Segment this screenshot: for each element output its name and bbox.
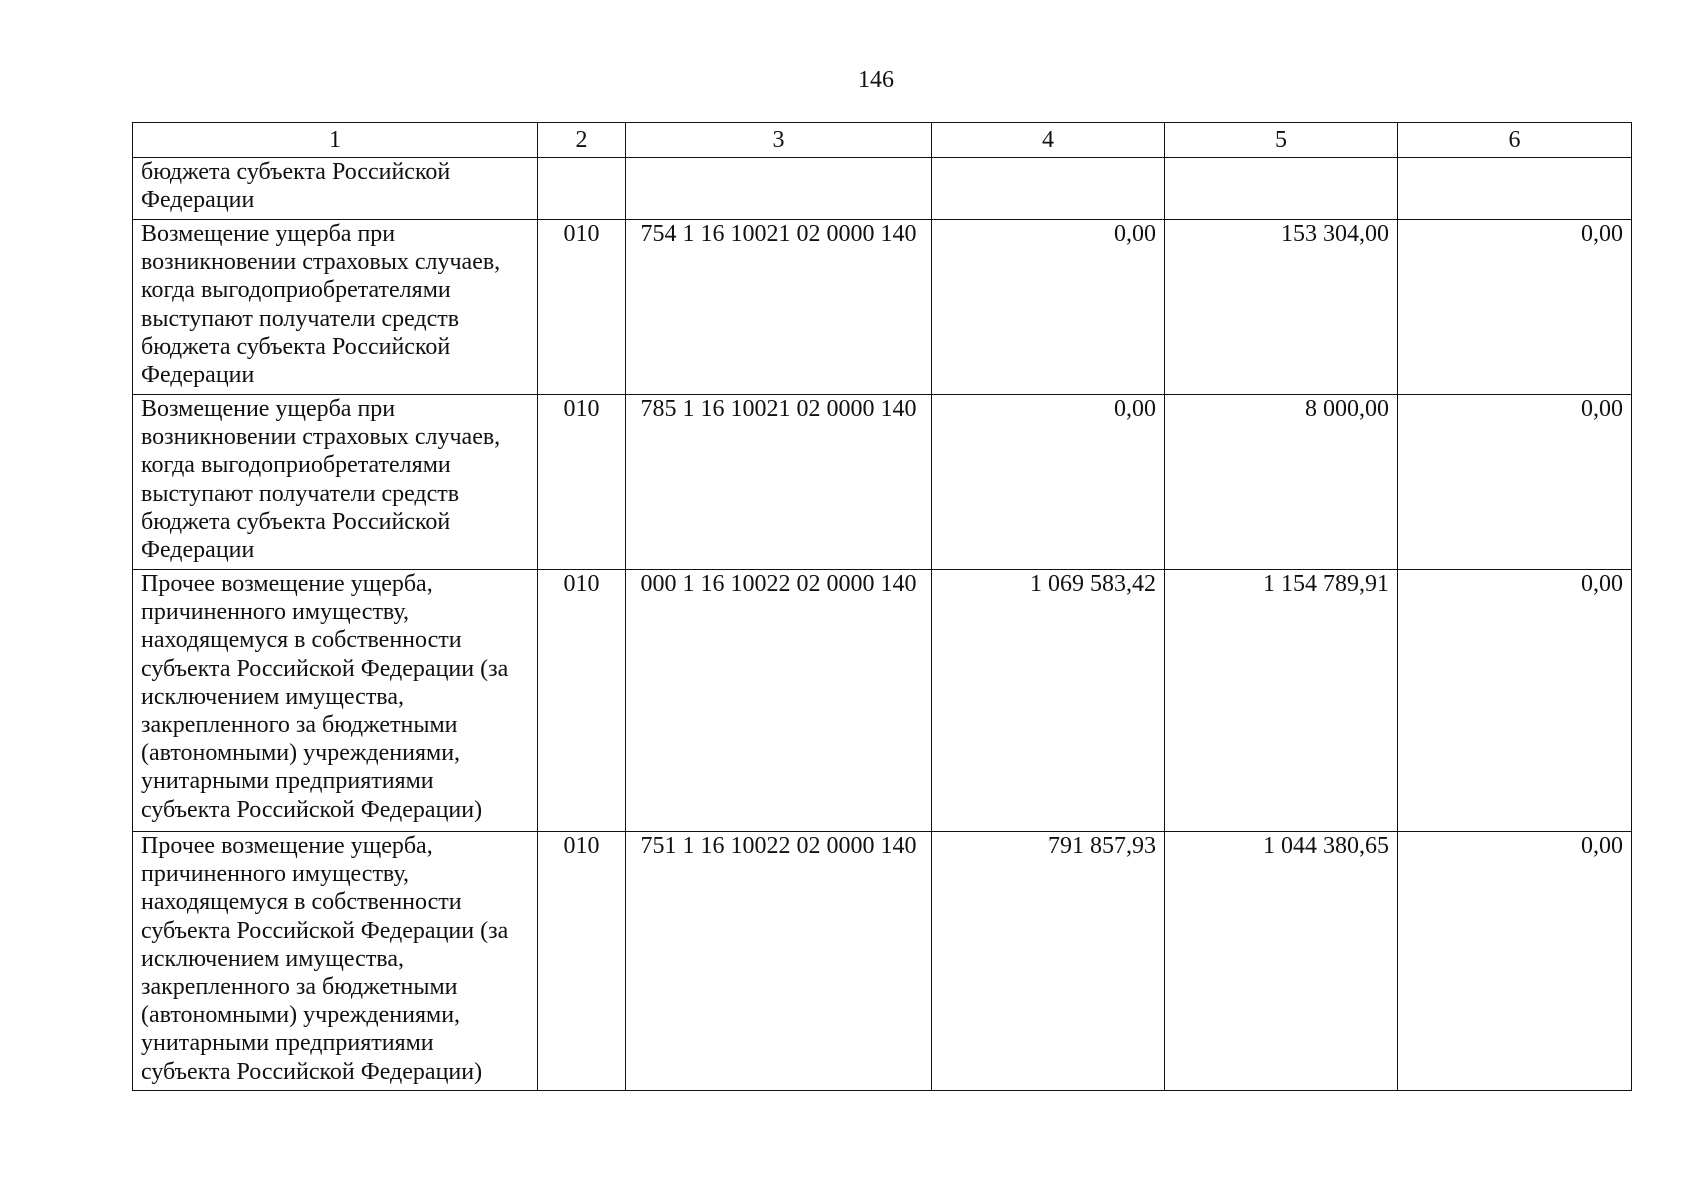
cell-col6: 0,00	[1398, 832, 1632, 1091]
header-col-2: 2	[538, 123, 626, 158]
cell-col6: 0,00	[1398, 570, 1632, 832]
cell-col4: 0,00	[932, 220, 1165, 395]
cell-col4: 0,00	[932, 395, 1165, 570]
header-col-3: 3	[626, 123, 932, 158]
cell-name: Возмещение ущерба при возникновении страховых случаев, когда выгодоприобретателями выступают получатели средств бюджета субъекта Российской Федерации	[133, 220, 538, 395]
cell-col4: 1 069 583,42	[932, 570, 1165, 832]
table-row	[133, 832, 1632, 1091]
cell-line-code: 010	[538, 832, 626, 1091]
cell-budget-code: 785 1 16 10021 02 0000 140	[626, 395, 932, 570]
cell-name: Прочее возмещение ущерба, причиненного имуществу, находящемуся в собственности субъекта Российской Федерации (за исключением имущества, закрепленного за бюджетными (автономными) учреждениями, унитарными предприятиями субъекта Российской Федерации)	[133, 832, 538, 1091]
cell-name: Возмещение ущерба при возникновении страховых случаев, когда выгодоприобретателями выступают получатели средств бюджета субъекта Российской Федерации	[133, 395, 538, 570]
cell-line-code	[538, 158, 626, 220]
page-number: 146	[858, 67, 894, 93]
cell-line-code: 010	[538, 570, 626, 832]
cell-budget-code: 000 1 16 10022 02 0000 140	[626, 570, 932, 832]
table-row	[133, 158, 1632, 220]
header-col-5: 5	[1165, 123, 1398, 158]
revenue-table	[132, 122, 1632, 1091]
cell-col5: 1 044 380,65	[1165, 832, 1398, 1091]
cell-col6: 0,00	[1398, 395, 1632, 570]
header-col-1: 1	[133, 123, 538, 158]
cell-budget-code: 751 1 16 10022 02 0000 140	[626, 832, 932, 1091]
cell-col5: 1 154 789,91	[1165, 570, 1398, 832]
cell-col5: 8 000,00	[1165, 395, 1398, 570]
header-row	[133, 123, 1632, 158]
cell-line-code: 010	[538, 220, 626, 395]
cell-col6	[1398, 158, 1632, 220]
table-row	[133, 570, 1632, 832]
cell-col5	[1165, 158, 1398, 220]
table-row	[133, 395, 1632, 570]
cell-line-code: 010	[538, 395, 626, 570]
cell-col5: 153 304,00	[1165, 220, 1398, 395]
cell-name: бюджета субъекта Российской Федерации	[133, 158, 538, 220]
cell-col4: 791 857,93	[932, 832, 1165, 1091]
header-col-4: 4	[932, 123, 1165, 158]
cell-budget-code: 754 1 16 10021 02 0000 140	[626, 220, 932, 395]
table-row	[133, 220, 1632, 395]
cell-col6: 0,00	[1398, 220, 1632, 395]
cell-budget-code	[626, 158, 932, 220]
cell-col4	[932, 158, 1165, 220]
cell-name: Прочее возмещение ущерба, причиненного имуществу, находящемуся в собственности субъекта Российской Федерации (за исключением имущества, закрепленного за бюджетными (автономными) учреждениями, унитарными предприятиями субъекта Российской Федерации)	[133, 570, 538, 832]
header-col-6: 6	[1398, 123, 1632, 158]
